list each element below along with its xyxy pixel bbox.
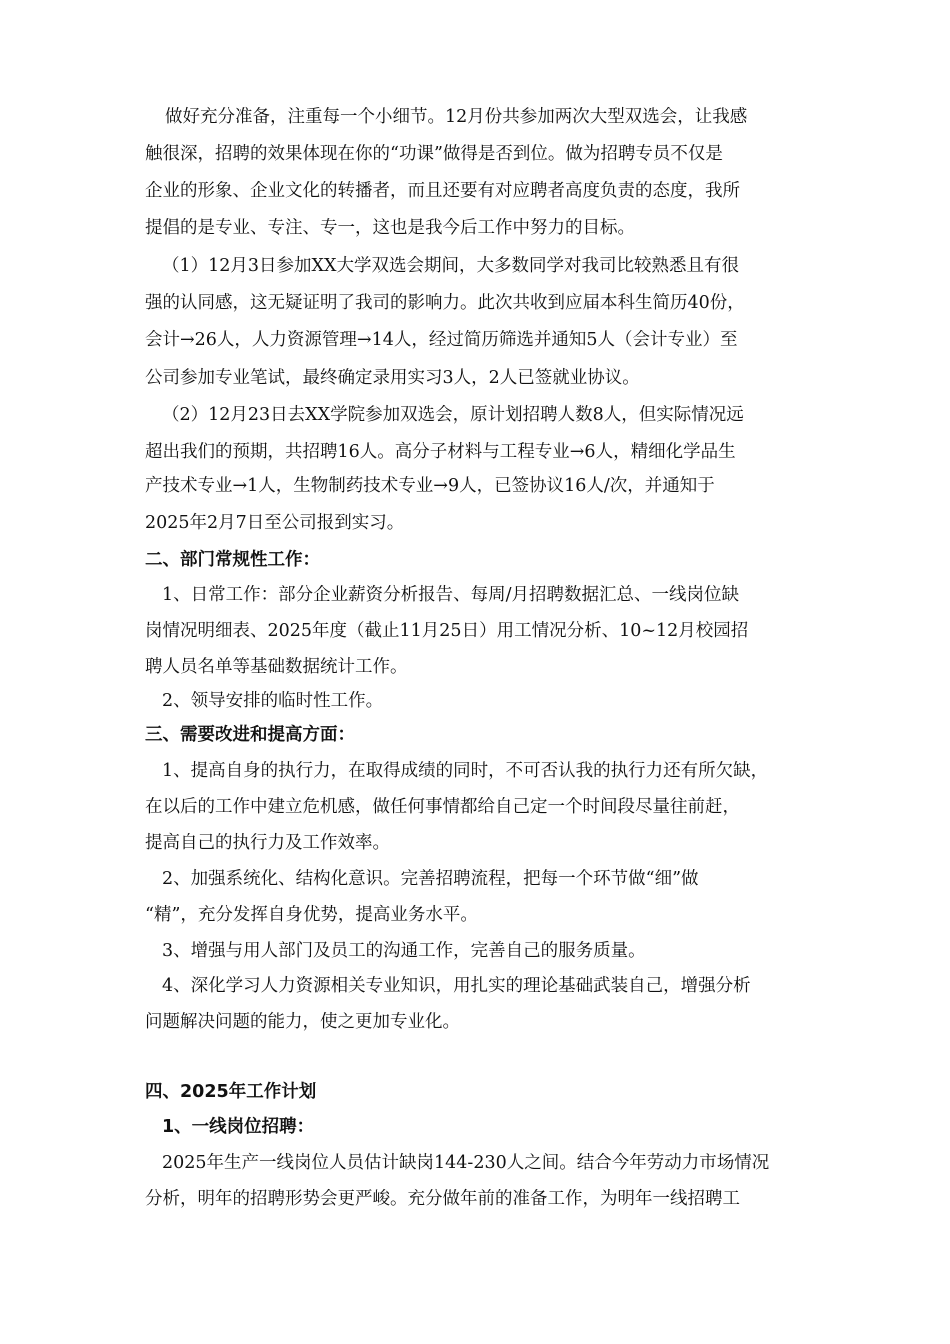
item2-line: （2）12月23日去XX学院参加双选会，原计划招聘人数8人，但实际情况远 xyxy=(162,405,744,425)
section4-para-line: 2025年生产一线岗位人员估计缺岗144-230人之间。结合今年劳动力市场情况 xyxy=(162,1153,770,1173)
section-heading: 三、需要改进和提高方面： xyxy=(145,725,355,745)
section-heading: 二、部门常规性工作： xyxy=(145,550,320,570)
item2-line: 产技术专业→1人，生物制药技术专业→9人，已签协议16人/次，并通知于 xyxy=(145,476,715,496)
intro-line: 触很深，招聘的效果体现在你的“功课”做得是否到位。做为招聘专员不仅是 xyxy=(145,144,723,164)
section3-item1-line: 1、提高自身的执行力，在取得成绩的同时，不可否认我的执行力还有所欠缺， xyxy=(162,761,769,781)
section2-item2: 2、领导安排的临时性工作。 xyxy=(162,691,384,711)
item1-line: 强的认同感，这无疑证明了我司的影响力。此次共收到应届本科生简历40份， xyxy=(145,293,745,313)
intro-line: 企业的形象、企业文化的转播者，而且还要有对应聘者高度负责的态度，我所 xyxy=(145,181,740,201)
section3-item3: 3、增强与用人部门及员工的沟通工作，完善自己的服务质量。 xyxy=(162,941,646,961)
section3-item1-line: 提高自己的执行力及工作效率。 xyxy=(145,833,390,853)
item1-line: 公司参加专业笔试，最终确定录用实习3人，2人已签就业协议。 xyxy=(145,368,640,388)
item2-line: 2025年2月7日至公司报到实习。 xyxy=(145,513,405,533)
item2-line: 超出我们的预期，共招聘16人。高分子材料与工程专业→6人，精细化学品生 xyxy=(145,442,736,462)
section3-item4-line: 4、深化学习人力资源相关专业知识，用扎实的理论基础武装自己，增强分析 xyxy=(162,976,751,996)
section3-item2-line: 2、加强系统化、结构化意识。完善招聘流程，把每一个环节做“细”做 xyxy=(162,869,699,889)
section3-item4-line: 问题解决问题的能力，使之更加专业化。 xyxy=(145,1012,460,1032)
section2-item1-line: 岗情况明细表、2025年度（截止11月25日）用工情况分析、10~12月校园招 xyxy=(145,621,749,641)
section2-item1-line: 聘人员名单等基础数据统计工作。 xyxy=(145,657,408,677)
intro-line: 提倡的是专业、专注、专一，这也是我今后工作中努力的目标。 xyxy=(145,218,635,238)
section4-para-line: 分析，明年的招聘形势会更严峻。充分做年前的准备工作，为明年一线招聘工 xyxy=(145,1189,740,1209)
subsection-heading: 1、一线岗位招聘： xyxy=(162,1117,315,1137)
item1-line: 会计→26人，人力资源管理→14人，经过简历筛选并通知5人（会计专业）至 xyxy=(145,330,738,350)
section3-item2-line: “精”，充分发挥自身优势，提高业务水平。 xyxy=(145,905,478,925)
section2-item1-line: 1、日常工作：部分企业薪资分析报告、每周/月招聘数据汇总、一线岗位缺 xyxy=(162,585,740,605)
intro-line: 做好充分准备，注重每一个小细节。12月份共参加两次大型双选会，让我感 xyxy=(165,107,748,127)
section3-item1-line: 在以后的工作中建立危机感，做任何事情都给自己定一个时间段尽量往前赶， xyxy=(145,797,740,817)
item1-line: （1）12月3日参加XX大学双选会期间，大多数同学对我司比较熟悉且有很 xyxy=(162,256,739,276)
section-heading: 四、2025年工作计划 xyxy=(145,1082,317,1102)
